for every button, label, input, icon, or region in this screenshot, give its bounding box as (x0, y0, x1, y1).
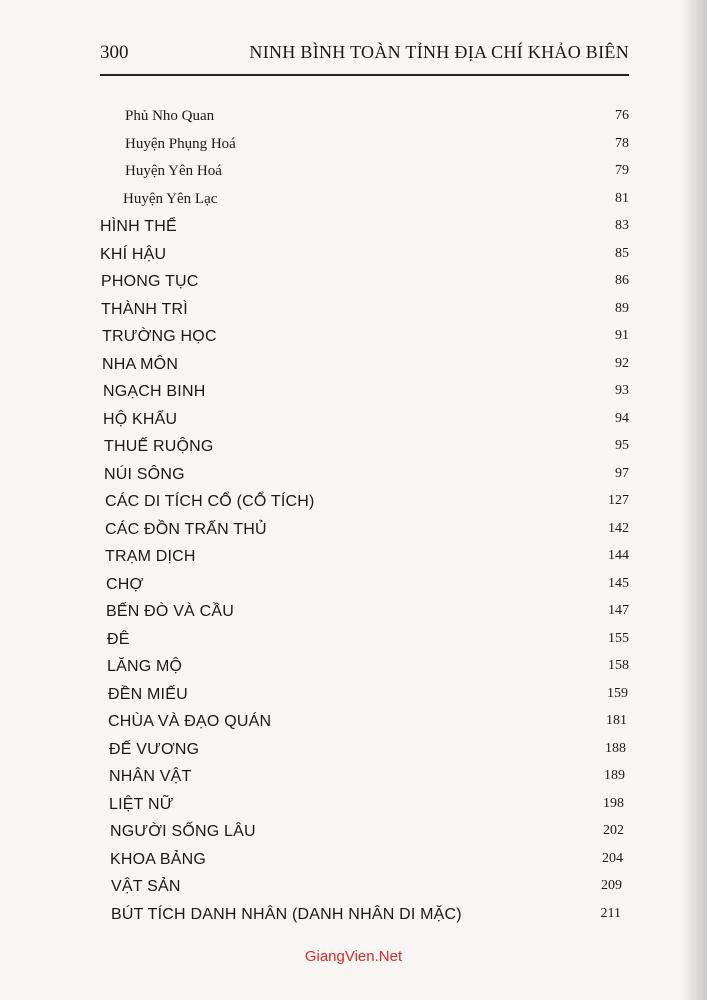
toc-entry (0, 741, 707, 767)
toc-entry-page: 144 (608, 548, 629, 563)
toc-entry (0, 631, 707, 657)
toc-entry (0, 466, 707, 492)
toc-entry-title: CHÙA VÀ ĐẠO QUÁN (108, 713, 272, 730)
toc-entry-page: 93 (615, 383, 629, 398)
toc-entry (0, 796, 707, 822)
toc-entry-page: 79 (615, 163, 629, 178)
toc-entry-page: 86 (615, 273, 629, 288)
toc-entry-title: CHỢ (106, 575, 144, 593)
toc-entry (0, 136, 707, 162)
toc-entry-title: VẬT SẢN (111, 878, 181, 895)
page-number: 300 (100, 42, 129, 63)
toc-entry (0, 576, 707, 602)
toc-entry (0, 356, 707, 382)
toc-entry (0, 906, 707, 932)
page-header (100, 40, 629, 76)
toc-entry-page: 204 (602, 850, 623, 866)
toc-entry (0, 713, 707, 739)
toc-entry (0, 768, 707, 794)
toc-entry-page: 189 (604, 768, 625, 783)
toc-entry (0, 548, 707, 574)
toc-entry-title: ĐỀN MIẾU (108, 685, 188, 703)
toc-entry (0, 218, 707, 244)
toc-entry-title: NGƯỜI SỐNG LÂU (110, 823, 256, 840)
toc-entry (0, 851, 707, 877)
toc-entry-title: LĂNG MỘ (107, 658, 183, 675)
toc-entry (0, 108, 707, 134)
toc-entry-page: 89 (615, 300, 629, 316)
toc-entry-page: 76 (615, 108, 629, 123)
toc-entry (0, 823, 707, 849)
toc-entry-page: 92 (615, 355, 629, 371)
toc-entry (0, 163, 707, 189)
toc-entry-page: 181 (606, 713, 627, 728)
toc-entry (0, 603, 707, 629)
toc-entry (0, 686, 707, 712)
toc-entry-title: THÀNH TRÌ (101, 300, 188, 318)
toc-entry-title: CÁC ĐỒN TRẤN THỦ (105, 520, 267, 538)
toc-entry (0, 301, 707, 327)
toc-entry-title: NÚI SÔNG (104, 465, 185, 483)
toc-entry-page: 83 (615, 218, 629, 233)
toc-entry-page: 155 (608, 630, 629, 646)
toc-entry (0, 191, 707, 217)
toc-entry-page: 209 (601, 878, 622, 893)
toc-entry-title: Huyện Phụng Hoá (125, 135, 236, 152)
toc-entry-title: CÁC DI TÍCH CỔ (CỔ TÍCH) (105, 493, 315, 510)
toc-entry (0, 438, 707, 464)
toc-entry-page: 202 (603, 823, 624, 838)
toc-entry-title: NGẠCH BINH (103, 383, 206, 400)
watermark-text[interactable]: GiangVien.Net (304, 948, 403, 965)
toc-entry-title: KHOA BẢNG (110, 850, 207, 868)
toc-entry-page: 159 (607, 685, 628, 701)
toc-entry-title: NHA MÔN (102, 355, 179, 373)
toc-entry-title: KHÍ HẬU (100, 245, 167, 263)
toc-entry-page: 158 (608, 658, 629, 673)
toc-entry (0, 328, 707, 354)
toc-entry (0, 383, 707, 409)
toc-entry-title: HÌNH THỂ (100, 218, 177, 235)
toc-entry-title: TRƯỜNG HỌC (102, 328, 217, 345)
toc-entry (0, 273, 707, 299)
toc-entry-title: ĐẾ VƯƠNG (109, 740, 200, 758)
toc-entry-page: 198 (603, 795, 624, 811)
toc-entry-page: 81 (615, 190, 629, 206)
toc-entry-page: 85 (615, 245, 629, 261)
toc-entry-page: 78 (615, 135, 629, 151)
toc-entry-page: 188 (605, 740, 626, 756)
running-title: NINH BÌNH TOÀN TỈNH ĐỊA CHÍ KHẢO BIÊN (249, 42, 629, 62)
toc-entry (0, 878, 707, 904)
toc-entry-page: 147 (608, 603, 629, 618)
toc-entry-title: THUẾ RUỘNG (104, 438, 214, 455)
toc-entry-title: TRẠM DỊCH (105, 548, 196, 565)
toc-entry-title: Huyện Yên Hoá (125, 163, 222, 179)
toc-entry (0, 658, 707, 684)
toc-entry-title: BÚT TÍCH DANH NHÂN (DANH NHÂN DI MẶC) (111, 905, 462, 923)
toc-entry-page: 91 (615, 328, 629, 343)
toc-entry-page: 142 (608, 520, 629, 536)
toc-entry-page: 95 (615, 438, 629, 453)
toc-entry-title: PHONG TỤC (101, 273, 199, 290)
toc-entry-page: 145 (608, 575, 629, 591)
toc-entry-title: LIỆT NỮ (109, 795, 174, 813)
toc-entry-page: 97 (615, 465, 629, 481)
toc-entry-title: NHÂN VẬT (109, 768, 192, 785)
toc-entry-title: Huyện Yên Lạc (123, 190, 218, 207)
toc-entry (0, 411, 707, 437)
toc-entry (0, 246, 707, 272)
toc-entry-title: BẾN ĐÒ VÀ CẦU (106, 603, 234, 620)
toc-entry-page: 211 (600, 905, 621, 921)
toc-entry-title: HỘ KHẨU (103, 410, 178, 428)
toc-entry (0, 521, 707, 547)
toc-entry (0, 493, 707, 519)
toc-entry-title: ĐÊ (107, 630, 130, 648)
toc-entry-page: 94 (615, 410, 629, 426)
toc-entry-title: Phủ Nho Quan (125, 108, 215, 124)
toc-entry-page: 127 (608, 493, 629, 508)
